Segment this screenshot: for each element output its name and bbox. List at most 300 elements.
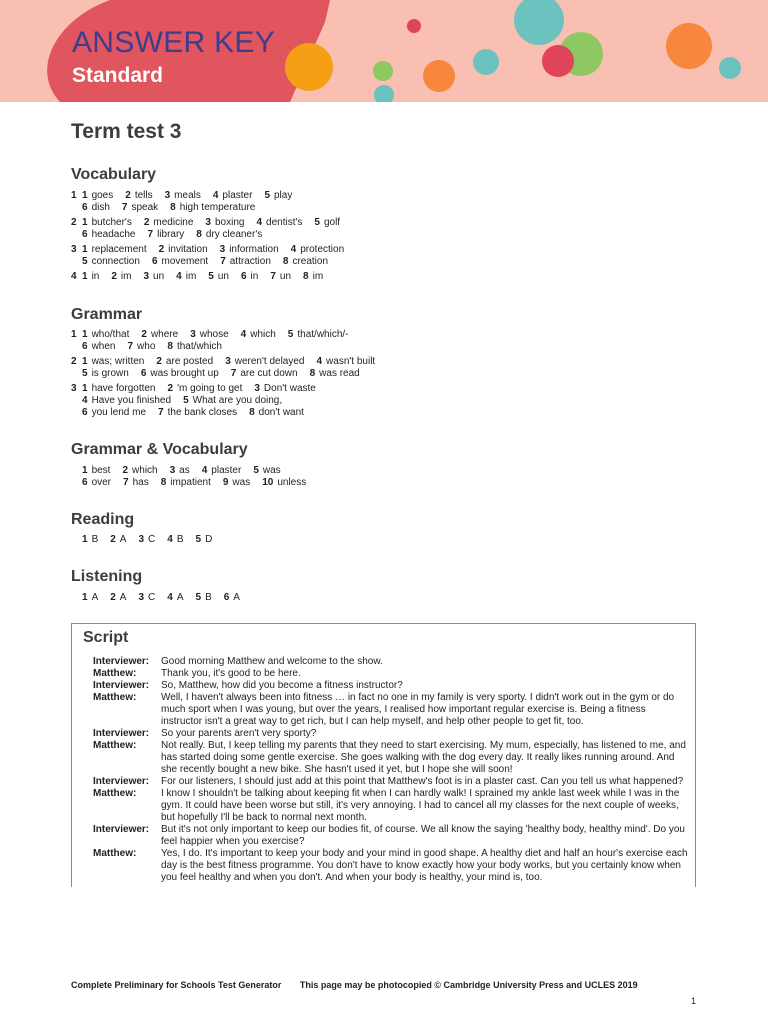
answer-item [110,592,126,603]
answer-number: 1 [82,465,88,476]
answer-text: boxing [214,217,245,228]
answer-item [220,256,271,267]
answer-item [202,465,242,476]
answer-item [82,244,147,255]
answer-text: Have you finished [91,395,172,406]
exercise-number: 1 [71,190,77,201]
answer-number: 6 [82,407,88,418]
answer-item [254,383,316,394]
reading-answers [71,534,224,546]
answer-number: 8 [196,229,202,240]
speaker-line: Well, I haven't always been into fitness … in fact no one in my family is very sporty. I didn't work out in the gym or do much sport when I was young, but over the years, I realised how important regular exercise is. Being a fitness instructor isn't a great way to get rich, but I can help myself, and help other people to get fit, too. [161,692,675,727]
answer-item [262,477,306,488]
answer-item [82,329,129,340]
footer-product: Complete Preliminary for Schools Test Generator [71,980,282,990]
answer-item [122,465,157,476]
answer-text: What are you doing, [192,395,283,406]
answer-item [82,407,146,418]
speaker-line: So your parents aren't very sporty? [161,728,317,739]
script-title: Script [83,629,129,646]
answer-text: where [150,329,179,340]
answer-item [196,229,262,240]
answer-text: im [185,271,197,282]
answer-text: which [250,329,276,340]
answer-text: movement [161,256,209,267]
answer-item [213,190,253,201]
answer-text: A [176,592,184,603]
answer-item [316,356,375,367]
answer-number: 5 [183,395,189,406]
answer-number: 1 [82,244,88,255]
script-turn [93,656,689,668]
answer-number: 3 [138,534,145,545]
answer-item [82,465,110,476]
answer-number: 2 [122,465,129,476]
answer-number: 5 [82,368,88,379]
answer-item [170,202,255,213]
answer-text: meals [174,190,201,201]
answer-item [82,229,136,240]
answer-text: A [233,592,240,603]
answer-number: 6 [151,256,158,267]
answer-item [161,477,211,488]
answer-number: 7 [147,229,154,240]
answer-item [225,356,304,367]
answer-item [270,271,291,282]
answer-item [82,592,98,603]
answer-line [71,383,387,395]
answer-number: 3 [219,244,226,255]
answer-item [111,271,131,282]
answer-number: 4 [316,356,323,367]
answer-number: 6 [82,477,88,488]
answer-number: 4 [167,534,173,545]
answer-number: 6 [82,202,88,213]
answer-item [249,407,304,418]
answer-text: in [91,271,100,282]
answer-text: high temperature [179,202,256,213]
answer-item [138,592,155,603]
answer-item [123,477,149,488]
answer-number: 8 [170,202,176,213]
answer-text: best [91,465,111,476]
answer-item [138,534,155,545]
answer-text: as [179,465,190,476]
answer-item [190,329,228,340]
answer-text: C [148,534,156,545]
answer-number: 3 [143,271,150,282]
answer-item [196,534,213,545]
answer-item [196,592,212,603]
answer-number: 2 [110,592,116,603]
answer-item [82,256,140,267]
listening-answers [71,592,252,604]
footer [71,980,638,990]
answer-number: 6 [82,229,88,240]
answer-item [264,190,292,201]
answer-number: 2 [167,383,174,394]
answer-line [71,271,356,283]
answer-number: 8 [249,407,255,418]
answer-item [253,465,280,476]
answer-text: impatient [170,477,211,488]
answer-item [223,477,250,488]
answer-text: D [205,534,213,545]
answer-number: 3 [190,329,196,340]
answer-text: when [91,341,116,352]
speaker-line: Yes, I do. It's important to keep your body and your mind in good shape. A healthy diet and half an hour's exercise each day is the best fitness programme. You don't have to know exactly how your body works, but you certainly know when you feel healthy and when you don't. And when your body is healthy, your mind is, too. [161,848,688,883]
header-subtitle: Standard [72,64,164,87]
answer-text: protection [300,244,345,255]
answer-item [110,534,126,545]
answer-item [141,329,178,340]
answer-number: 1 [82,217,88,228]
answer-item [288,329,349,340]
answer-number: 8 [303,271,309,282]
answer-text: that/which [176,341,222,352]
answer-number: 7 [127,341,134,352]
answer-item [159,244,208,255]
answer-number: 2 [141,329,147,340]
answer-item [256,217,302,228]
exercise-number: 4 [71,271,77,282]
answer-item [82,395,171,406]
answer-number: 8 [160,477,167,488]
answer-line [71,341,387,353]
script-turn [93,740,689,776]
answer-number: 3 [205,217,211,228]
exercise-number: 1 [71,329,77,340]
answer-text: invitation [168,244,208,255]
answer-item [144,217,194,228]
answer-text: that/which/- [297,329,349,340]
speaker-line: Thank you, it's good to be here. [161,668,301,679]
answer-number: 4 [167,592,173,603]
grammar-vocabulary-heading: Grammar & Vocabulary [71,441,248,458]
answer-item [314,217,340,228]
answer-text: attraction [229,256,271,267]
answer-text: the bank closes [167,407,238,418]
answer-item [303,271,323,282]
grammar-answers [71,329,387,419]
answer-text: who/that [91,329,130,340]
answer-item [82,271,99,282]
answer-number: 5 [208,271,214,282]
answer-item [125,190,152,201]
answer-text: library [157,229,185,240]
answer-number: 5 [253,465,259,476]
answer-number: 5 [314,217,320,228]
answer-number: 2 [110,534,116,545]
answer-text: was brought up [150,368,219,379]
answer-text: dentist's [266,217,303,228]
answer-number: 2 [125,190,131,201]
answer-line [71,592,252,604]
answer-item [82,368,129,379]
footer-copyright: This page may be photocopied © Cambridge University Press and UCLES 2019 [299,980,638,990]
answer-item [170,465,190,476]
answer-item [82,534,98,545]
answer-number: 7 [270,271,276,282]
exercise-number: 3 [71,244,77,255]
answer-line [71,202,356,214]
answer-text: A [119,592,127,603]
answer-item [158,407,237,418]
answer-number: 8 [282,256,289,267]
answer-item [220,244,279,255]
script-turn [93,824,689,848]
answer-number: 7 [230,368,237,379]
answer-number: 6 [223,592,230,603]
answer-text: was read [319,368,360,379]
answer-line [71,356,387,368]
answer-number: 3 [254,383,260,394]
grammar-vocabulary-answers [71,465,318,489]
answer-text: im [312,271,324,282]
script-dialogue [93,656,689,884]
answer-text: in [250,271,259,282]
answer-number: 6 [82,341,88,352]
answer-text: butcher's [91,217,132,228]
answer-text: goes [91,190,114,201]
answer-item [241,329,276,340]
answer-number: 7 [220,256,226,267]
speaker-label: Matthew: [93,740,137,751]
answer-number: 5 [195,592,202,603]
answer-text: has [132,477,149,488]
answer-number: 1 [82,329,88,340]
answer-number: 6 [140,368,147,379]
answer-line [71,190,356,202]
answer-text: connection [91,256,140,267]
answer-text: tells [134,190,153,201]
answer-line [71,465,318,477]
answer-number: 1 [82,356,88,367]
answer-number: 3 [164,190,171,201]
answer-line [71,534,224,546]
answer-text: 'm going to get [177,383,243,394]
answer-text: unless [277,477,307,488]
answer-number: 2 [143,217,150,228]
answer-number: 5 [287,329,294,340]
answer-number: 4 [82,395,88,406]
answer-number: 4 [212,190,219,201]
answer-line [71,395,387,407]
answer-number: 7 [123,477,129,488]
script-turn [93,680,689,692]
answer-text: dish [91,202,110,213]
answer-number: 3 [138,592,145,603]
answer-line [71,477,318,489]
answer-text: you lend me [91,407,147,418]
script-turn [93,668,689,680]
answer-text: information [229,244,279,255]
answer-number: 1 [82,271,88,282]
answer-item [241,271,258,282]
speaker-label: Interviewer: [93,776,150,787]
answer-item [148,229,185,240]
answer-item [152,256,208,267]
answer-number: 4 [256,217,263,228]
answer-number: 6 [240,271,247,282]
answer-item [167,341,222,352]
speaker-line: I know I shouldn't be talking about keeping fit when I can hardly walk! I sprained my ankle last week while I was in the gym. It could have been worse but still, it's very annoying. I had to cancel all my classes for the next couple of weeks, but hopefully I'll be back to normal next month. [161,788,680,823]
answer-item [82,383,156,394]
listening-heading: Listening [71,568,143,585]
answer-text: over [91,477,112,488]
script-turn [93,788,689,824]
answer-number: 4 [290,244,297,255]
answer-text: was [232,477,251,488]
answer-text: medicine [153,217,194,228]
vocabulary-answers [71,190,356,283]
answer-text: B [176,534,184,545]
script-box [71,623,696,887]
vocabulary-heading: Vocabulary [71,166,157,183]
answer-item [168,383,243,394]
answer-text: whose [199,329,229,340]
answer-number: 5 [82,256,88,267]
answer-item [283,256,328,267]
answer-item [143,271,164,282]
answer-number: 2 [111,271,117,282]
script-turn [93,692,689,728]
speaker-line: Not really. But, I keep telling my parents that they need to start exercising. My mum, especially, has listened to me, and has started doing some gentle exercise. She goes walking with the dog every day. It really likes running around. And she recently bought a new bike. She hasn't used it yet, but I hope she will soon! [161,740,686,775]
answer-item [127,341,155,352]
header-banner [0,0,768,102]
script-turn [93,728,689,740]
script-turn [93,848,689,884]
answer-text: A [119,534,127,545]
answer-line [71,229,356,241]
answer-text: golf [323,217,341,228]
answer-number: 7 [121,202,128,213]
answer-item [122,202,158,213]
answer-item [82,202,110,213]
header-title: ANSWER KEY [72,26,276,59]
speaker-line: But it's not only important to keep our bodies fit, of course. We all know the saying 'healthy body, healthy mind'. Do you feel happier when you exercise? [161,824,685,847]
answer-item [205,217,244,228]
exercise-number: 2 [71,217,77,228]
answer-item [165,190,201,201]
answer-item [82,217,132,228]
answer-text: who [137,341,156,352]
answer-text: are cut down [240,368,298,379]
answer-text: B [91,534,99,545]
answer-number: 5 [264,190,270,201]
answer-text: was; written [91,356,145,367]
answer-line [71,407,387,419]
answer-line [71,244,356,256]
answer-number: 1 [82,190,88,201]
reading-heading: Reading [71,511,135,528]
answer-line [71,329,387,341]
answer-number: 1 [82,592,88,603]
exercise-number: 2 [71,356,77,367]
answer-number: 2 [156,356,162,367]
answer-item [291,244,344,255]
speaker-label: Matthew: [93,692,137,703]
speaker-line: Good morning Matthew and welcome to the show. [161,656,383,667]
speaker-label: Matthew: [93,848,137,859]
answer-text: which [132,465,158,476]
page-number: 1 [690,996,696,1006]
answer-text: don't want [258,407,304,418]
speaker-label: Interviewer: [93,728,150,739]
answer-item [82,477,111,488]
speaker-label: Interviewer: [93,656,150,667]
answer-number: 3 [225,356,231,367]
answer-text: C [148,592,156,603]
answer-item [82,341,115,352]
answer-item [141,368,219,379]
answer-item [167,534,183,545]
answer-number: 3 [169,465,176,476]
answer-text: creation [292,256,329,267]
answer-text: headache [91,229,136,240]
answer-text: was [262,465,281,476]
answer-item [156,356,213,367]
answer-item [176,271,196,282]
answer-text: Don't waste [263,383,316,394]
answer-number: 2 [158,244,165,255]
answer-number: 4 [201,465,208,476]
answer-text: dry cleaner's [205,229,263,240]
answer-number: 4 [176,271,182,282]
speaker-label: Interviewer: [93,680,150,691]
answer-text: plaster [222,190,253,201]
answer-number: 4 [240,329,247,340]
answer-text: wasn't built [326,356,376,367]
answer-text: weren't delayed [234,356,305,367]
answer-item [310,368,360,379]
answer-item [82,356,144,367]
answer-text: are posted [165,356,214,367]
speaker-label: Matthew: [93,788,137,799]
answer-text: un [279,271,292,282]
answer-text: im [120,271,132,282]
answer-number: 8 [309,368,316,379]
grammar-heading: Grammar [71,306,143,323]
answer-line [71,217,356,229]
answer-number: 1 [82,383,88,394]
answer-text: un [217,271,229,282]
speaker-label: Matthew: [93,668,137,679]
answer-text: plaster [211,465,242,476]
answer-number: 8 [167,341,173,352]
answer-text: is grown [91,368,129,379]
answer-text: un [153,271,165,282]
page-title: Term test 3 [71,120,182,143]
answer-text: B [205,592,212,603]
speaker-line: For our listeners, I should just add at this point that Matthew's foot is in a plaster cast. Can you tell us what happened? [161,776,684,787]
answer-item [231,368,298,379]
exercise-number: 3 [71,383,77,394]
answer-line [71,256,356,268]
answer-number: 5 [195,534,202,545]
answer-text: speak [131,202,159,213]
script-turn [93,776,689,788]
answer-number: 10 [262,477,274,488]
answer-number: 7 [158,407,164,418]
answer-item [167,592,183,603]
answer-text: have forgotten [91,383,156,394]
answer-item [183,395,282,406]
speaker-line: So, Matthew, how did you become a fitness instructor? [161,680,403,691]
answer-number: 1 [82,534,88,545]
answer-number: 9 [222,477,229,488]
answer-item [224,592,240,603]
